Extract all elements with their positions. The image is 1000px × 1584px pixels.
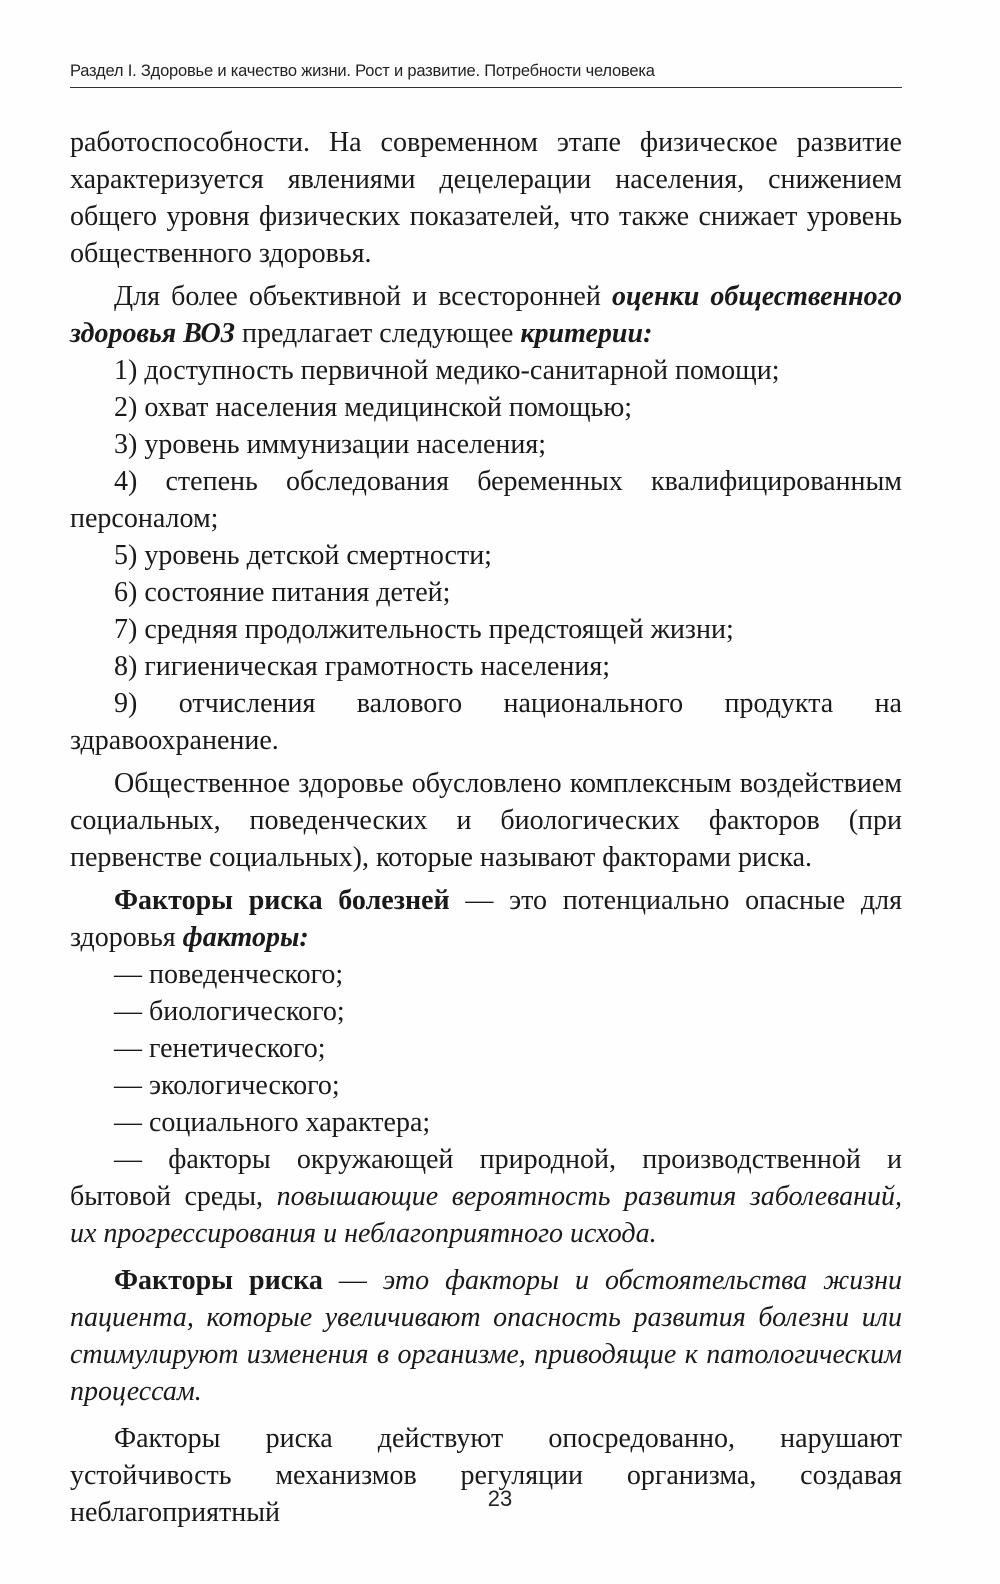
emphasis-public-health-assessment: оценки общественного здоровья ВОЗ <box>70 281 902 349</box>
paragraph-continuation: работоспособности. На современном этапе физическое развитие характеризуется явлениями децелерации населения, снижением общего уровня физических показателей, что также снижает уровень общественного здоровья. <box>70 127 902 269</box>
list-item: — генетического; <box>114 1033 326 1064</box>
list-item: 5) уровень детской смертности; <box>114 540 492 571</box>
emphasis-criteria: критерии: <box>520 318 653 349</box>
list-item: — биологического; <box>114 996 345 1027</box>
page-number: 23 <box>487 1486 513 1511</box>
list-item: 2) охват населения медицинской помощью; <box>114 392 633 423</box>
list-item: 6) состояние питания детей; <box>114 577 451 608</box>
intro-text: Для более объективной и всесторонней <box>114 281 612 312</box>
paragraph-environment-factors <box>70 1141 902 1252</box>
body-text <box>70 124 902 1531</box>
term-disease-risk-factors: Факторы риска болезней <box>114 885 450 916</box>
header-rule <box>70 87 902 88</box>
environment-text: — факторы окружающей природной, производственной и бытовой среды, <box>70 1144 902 1212</box>
dash-text: — <box>322 1265 383 1296</box>
running-header: Раздел I. Здоровье и качество жизни. Рост и развитие. Потребности человека <box>70 62 655 80</box>
emphasis-increase-probability: повышающие вероятность развития заболеваний, их прогрессирования и неблагоприятного исхода. <box>70 1181 903 1249</box>
list-item: — поведенческого; <box>114 959 344 990</box>
paragraph-public-health-factors: Общественное здоровье обусловлено комплексным воздействием социальных, поведенческих и биологических факторов (при первенстве социальных), которые называют факторами риска. <box>70 768 902 873</box>
list-item: 9) отчисления валового национального продукта на здравоохранение. <box>70 688 902 756</box>
list-item: — социального характера; <box>114 1107 431 1138</box>
list-item: 8) гигиеническая грамотность населения; <box>114 651 611 682</box>
term-risk-factors: Факторы риска <box>114 1265 323 1296</box>
definition-text: — это потенциально опасные для здоровья <box>70 885 902 953</box>
list-item: 3) уровень иммунизации населения; <box>114 429 547 460</box>
paragraph-risk-factors-definition <box>70 882 902 956</box>
list-item: 4) степень обследования беременных квалифицированным персоналом; <box>70 466 902 534</box>
intro-text-continued: предлагает следующее <box>235 318 521 349</box>
emphasis-factors: факторы: <box>182 922 309 953</box>
paragraph-risk-factors-term <box>70 1262 902 1410</box>
emphasis-risk-factors-definition: это факторы и обстоятельства жизни пациента, которые увеличивают опасность развития болезни или стимулируют изменения в организме, приводящие к патологическим процессам. <box>70 1265 903 1407</box>
list-item: 7) средняя продолжительность предстоящей жизни; <box>114 614 734 645</box>
list-item: — экологического; <box>114 1070 340 1101</box>
list-item: 1) доступность первичной медико-санитарной помощи; <box>114 355 780 386</box>
paragraph-who-criteria-intro <box>70 278 902 352</box>
paragraph-indirect-action: Факторы риска действуют опосредованно, нарушают устойчивость механизмов регуляции организма, создавая неблагоприятный <box>70 1423 902 1528</box>
